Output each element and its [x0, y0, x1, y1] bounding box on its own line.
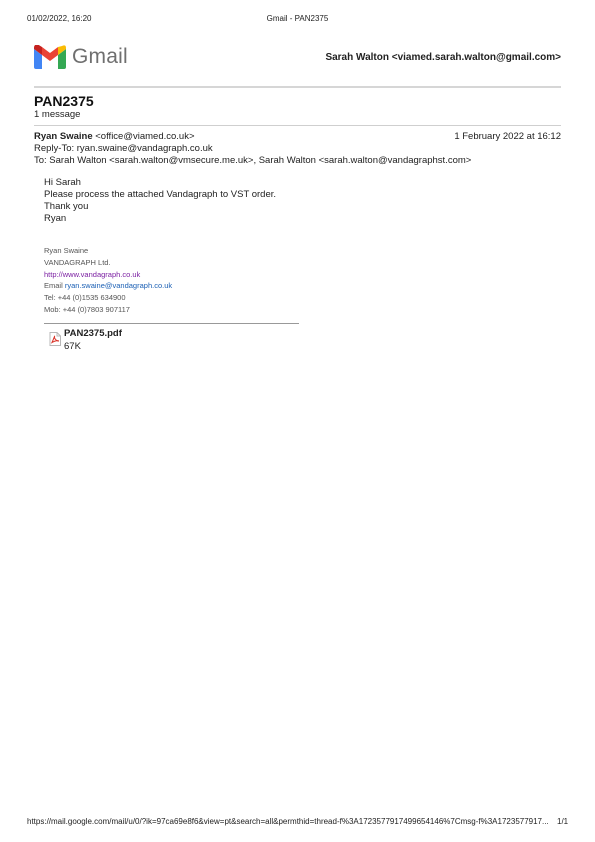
print-page-title: Gmail - PAN2375 — [266, 14, 329, 23]
header-divider — [34, 86, 561, 88]
thread-subject: PAN2375 — [34, 93, 94, 109]
signature-website-link[interactable]: http://www.vandagraph.co.uk — [44, 269, 141, 279]
to-line: To: Sarah Walton <sarah.walton@vmsecure.me.uk>, Sarah Walton <sarah.walton@vandagraphst.com> — [34, 155, 472, 166]
gmail-logo-icon — [34, 45, 66, 69]
gmail-logo — [34, 44, 134, 70]
signature-email-link[interactable]: ryan.swaine@vandagraph.co.uk — [64, 281, 173, 291]
account-label: Sarah Walton <viamed.sarah.walton@gmail.com> — [325, 52, 561, 63]
message-divider — [34, 125, 561, 126]
signature-company: VANDAGRAPH Ltd. — [44, 257, 111, 267]
body-line: Ryan — [44, 213, 67, 224]
print-datetime: 01/02/2022, 16:20 — [27, 14, 92, 23]
pdf-icon[interactable] — [49, 332, 61, 346]
email-signature — [44, 245, 172, 316]
message-body — [44, 177, 276, 225]
signature-tel: Tel: +44 (0)1535 634900 — [44, 293, 126, 303]
sender-line — [34, 131, 195, 142]
message-date: 1 February 2022 at 16:12 — [454, 131, 561, 142]
signature-email-label: Email — [44, 281, 63, 291]
signature-name: Ryan Swaine — [44, 246, 89, 255]
print-page-number: 1/1 — [557, 817, 569, 826]
signature-email-line — [44, 280, 172, 292]
body-line: Hi Sarah — [44, 177, 81, 188]
sender-name: Ryan Swaine — [34, 131, 93, 142]
reply-to-line: Reply-To: ryan.swaine@vandagraph.co.uk — [34, 143, 213, 154]
print-url: https://mail.google.com/mail/u/0/?ik=97ca69e8f6&view=pt&search=all&permthid=thread-f%3A1723577917499654146%7Cmsg-f%3A1723577917... — [27, 817, 549, 826]
attachment-name-link[interactable]: PAN2375.pdf — [64, 328, 122, 339]
signature-mob: Mob: +44 (0)7803 907117 — [44, 304, 130, 314]
attachment-size: 67K — [64, 341, 81, 352]
body-line: Thank you — [44, 201, 89, 212]
sender-email: <office@viamed.co.uk> — [95, 131, 195, 142]
body-line: Please process the attached Vandagraph to VST order. — [44, 189, 277, 200]
message-count: 1 message — [34, 109, 81, 120]
attachment-divider — [44, 323, 299, 324]
gmail-wordmark: Gmail — [72, 45, 128, 68]
